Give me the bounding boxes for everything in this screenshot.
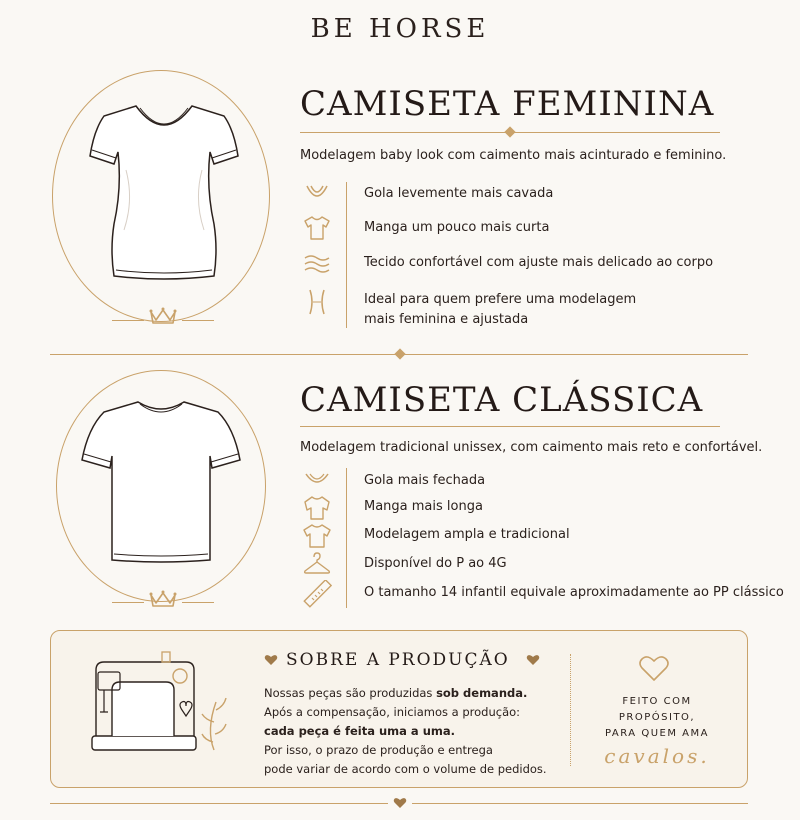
tshirt-wide-icon (302, 522, 332, 550)
made-line-3: PARA QUEM AMA (605, 728, 709, 739)
crown-icon (149, 589, 177, 609)
production-title: SOBRE A PRODUÇÃO (286, 650, 510, 670)
heart-icon (393, 797, 407, 809)
title-rule-classica (300, 426, 720, 427)
divider-left-feminina (112, 320, 144, 321)
hanger-icon (302, 550, 332, 578)
feature-text: Gola levemente mais cavada (364, 186, 554, 201)
divider-left-classica (112, 602, 144, 603)
production-line-1 (264, 684, 547, 703)
ruler-icon (302, 580, 332, 608)
production-line-1b: sob demanda. (436, 686, 528, 700)
feature-text-line-1: Ideal para quem prefere uma modelagem (364, 292, 637, 307)
production-line-4: Por isso, o prazo de produção e entrega (264, 743, 493, 757)
feature-text: Disponível do P ao 4G (364, 556, 507, 571)
feature-text: Gola mais fechada (364, 473, 486, 488)
heart-outline-icon (638, 654, 670, 682)
divider-right-classica (182, 602, 214, 603)
title-diamond-feminina (504, 126, 515, 137)
tshirt-long-sleeve-icon (302, 494, 332, 522)
feature-text: Manga mais longa (364, 499, 483, 514)
feminina-title: CAMISETA FEMININA (300, 84, 715, 124)
production-line-1a: Nossas peças são produzidas (264, 686, 437, 700)
production-line-3 (264, 722, 547, 741)
classica-title: CAMISETA CLÁSSICA (300, 380, 704, 420)
feature-divider-classica (346, 468, 347, 608)
sewing-machine-illustration (86, 650, 236, 762)
tshirt-sleeve-icon (302, 214, 332, 242)
production-line-5: pode variar de acordo com o volume de pedidos. (264, 762, 547, 776)
bottom-divider-left (50, 803, 388, 804)
section-divider-diamond (394, 348, 405, 359)
production-text (264, 684, 547, 779)
feature-text: Manga um pouco mais curta (364, 220, 550, 235)
brand-title: BE HORSE (310, 14, 490, 44)
neckline-icon (302, 182, 332, 210)
tshirt-feminina-illustration (84, 100, 244, 282)
classica-subtitle: Modelagem tradicional unissex, com caimento mais reto e confortável. (300, 440, 763, 455)
production-line-3-bold: cada peça é feita uma a uma. (264, 724, 455, 738)
feature-text-line-2: mais feminina e ajustada (364, 312, 529, 327)
tshirt-classica-illustration (78, 398, 244, 564)
heart-icon (264, 654, 278, 666)
made-line-2: PROPÓSITO, (618, 712, 696, 723)
feature-text: O tamanho 14 infantil equivale aproximadamente ao PP clássico (364, 585, 784, 600)
made-with-purpose (582, 694, 732, 742)
crown-icon (149, 306, 177, 326)
made-script: cavalos. (604, 744, 710, 768)
feminina-subtitle: Modelagem baby look com caimento mais acinturado e feminino. (300, 148, 727, 163)
bottom-divider-right (412, 803, 748, 804)
production-line-2: Após a compensação, iniciamos a produção: (264, 705, 521, 719)
feature-divider-feminina (346, 182, 347, 328)
production-divider (570, 654, 571, 766)
waist-silhouette-icon (302, 288, 332, 316)
made-line-1: FEITO COM (622, 696, 692, 707)
fabric-waves-icon (302, 250, 332, 278)
feature-text (364, 290, 636, 330)
divider-right-feminina (182, 320, 214, 321)
heart-icon (526, 654, 540, 666)
feature-text: Modelagem ampla e tradicional (364, 527, 570, 542)
feature-text: Tecido confortável com ajuste mais delicado ao corpo (364, 255, 714, 270)
round-collar-icon (302, 468, 332, 496)
